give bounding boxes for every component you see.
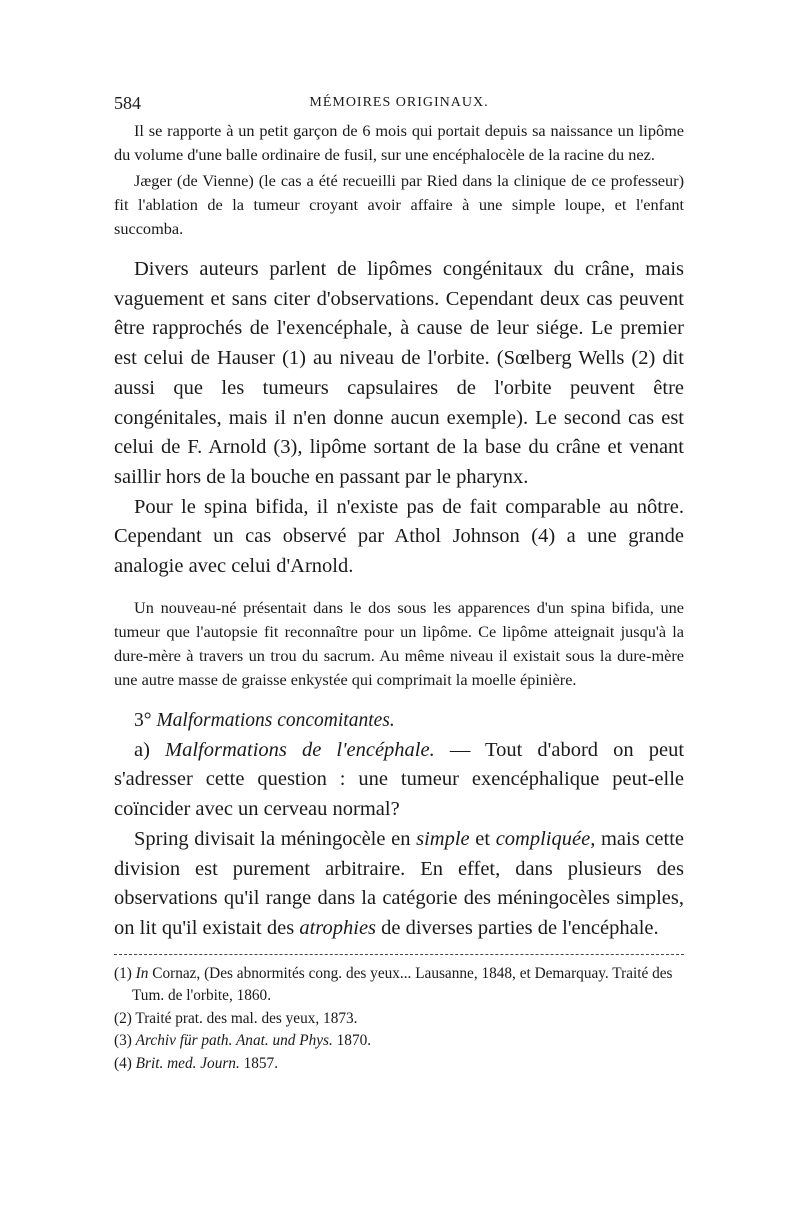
book-page: [114, 93, 684, 1075]
italic-term: atrophies: [299, 916, 377, 939]
footnote-divider: [114, 954, 684, 955]
footnote-italic: Archiv für path. Anat. und Phys.: [135, 1032, 333, 1050]
paragraph-spina-bifida: Pour le spina bifida, il n'existe pas de fait comparable au nôtre. Cependant un cas observé par Athol Johnson (4) a une grande analogie avec celui d'Arnold.: [114, 495, 684, 578]
footnote-mark: (2): [114, 1009, 132, 1027]
footnote-text: 1870.: [336, 1032, 372, 1050]
italic-term: simple: [416, 827, 470, 850]
page-number: 584: [114, 93, 141, 113]
paragraph-case-description: Il se rapporte à un petit garçon de 6 mois qui portait depuis sa naissance un lipôme du volume d'une balle ordinaire de fusil, sur une encéphalocèle de la racine du nez.: [114, 121, 684, 164]
paragraph-encephalon-malformations: [114, 736, 684, 825]
footnote-text: 1857.: [243, 1054, 279, 1072]
paragraph-spring-division: [114, 825, 684, 944]
footnote-4: [114, 1053, 684, 1076]
text-run: Spring divisait la méningocèle en: [134, 827, 411, 850]
subsection-title: Malformations de l'encéphale.: [165, 738, 435, 761]
section-title: Malformations concomitantes.: [156, 709, 395, 731]
footnote-mark: (3): [114, 1032, 132, 1050]
footnote-italic: Brit. med. Journ.: [135, 1054, 240, 1072]
paragraph-newborn-case: Un nouveau-né présentait dans le dos sous les apparences d'un spina bifida, une tumeur que l'autopsie fit reconnaître pour un lipôme. Ce lipôme atteignait jusqu'à la dure-mère à travers un trou du sacrum. Au même niveau il existait sous la dure-mère une autre masse de graisse enkystée qui comprimait la moelle épinière.: [114, 597, 684, 689]
footnote-2: [114, 1008, 684, 1031]
text-run: et: [475, 827, 491, 850]
section-heading: [114, 706, 684, 736]
italic-term: compliquée,: [495, 827, 596, 850]
text-run: de diverses parties de l'encéphale.: [381, 916, 659, 939]
em-dash: —: [449, 738, 471, 761]
subsection-label: a): [134, 738, 150, 761]
footnote-text: Traité prat. des mal. des yeux, 1873.: [135, 1009, 358, 1027]
footnote-italic: In: [135, 964, 149, 982]
footnote-text: Cornaz, (Des abnormités cong. des yeux... Lausanne, 1848, et Demarquay. Traité des Tum. de l'orbite, 1860.: [132, 964, 673, 1005]
paragraph-congenital-lipomas: Divers auteurs parlent de lipômes congénitaux du crâne, mais vaguement et sans citer d'observations. Cependant deux cas peuvent être rapprochés de l'exencéphale, à cause de leur siége. Le premier est celui de Hauser (1) au niveau de l'orbite. (Sœlberg Wells (2) dit aussi que les tumeurs capsulaires de l'orbite peuvent être congénitales, mais il n'en donne aucun exemple). Le second cas est celui de F. Arnold (3), lipôme sortant de la base du crâne et venant saillir hors de la bouche en passant par le pharynx.: [114, 258, 684, 488]
footnote-1: [114, 963, 684, 1008]
text-run: mais cette division est purement arbitraire. En effet, dans plusieurs des observations qu'il range dans la catégorie des méningocèles simples, on lit qu'il existait des: [114, 827, 685, 939]
footnote-mark: (1): [114, 964, 132, 982]
running-title: MÉMOIRES ORIGINAUX.: [309, 95, 489, 110]
footnote-mark: (4): [114, 1054, 132, 1072]
section-number: 3°: [134, 709, 152, 731]
footnote-3: [114, 1030, 684, 1053]
paragraph-jaeger-case: Jæger (de Vienne) (le cas a été recueilli par Ried dans la clinique de ce professeur) fit l'ablation de la tumeur croyant avoir affaire à une simple loupe, et l'enfant succomba.: [114, 171, 684, 238]
subsection-text: Tout d'abord on peut s'adresser cette question : une tumeur exencéphalique peut-elle coïncider avec un cerveau normal?: [114, 738, 685, 821]
page-header: [114, 93, 684, 119]
footnotes: [114, 963, 684, 1076]
